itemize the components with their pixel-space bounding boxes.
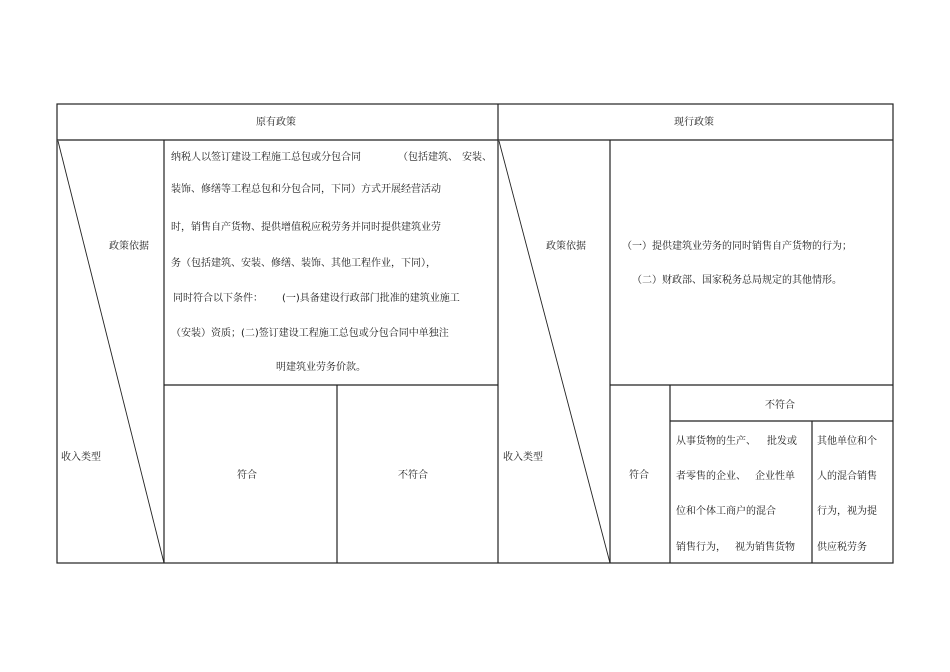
sub-col-b-line: 人的混合销售	[817, 471, 877, 482]
right-header: 现行政策	[674, 117, 714, 128]
left-policy-line: (一)具备建设行政部门批准的建筑业施工	[282, 293, 460, 304]
right-diagonal-line	[499, 141, 610, 563]
left-conform-label: 符合	[237, 470, 257, 481]
left-policy-line: 明建筑业劳务价款。	[276, 362, 366, 373]
right-policy-line: （一）提供建筑业劳务的同时销售自产货物的行为；	[622, 241, 852, 252]
left-diagonal-line	[58, 141, 164, 563]
sub-col-a-line: 从事货物的生产、	[676, 436, 756, 447]
left-policy-line: 时，销售自产货物、提供增值税应税劳务并同时提供建筑业劳	[171, 222, 441, 233]
left-policy-line: 同时符合以下条件：	[173, 293, 263, 304]
right-policy-line: （二）财政部、国家税务总局规定的其他情形。	[632, 275, 842, 286]
right-conform-label: 符合	[629, 470, 649, 481]
sub-col-b-line: 其他单位和个	[817, 436, 877, 447]
left-nonconform-label: 不符合	[398, 470, 428, 481]
left-policy-line: （包括建筑、	[398, 152, 458, 163]
right-nonconform-label: 不符合	[765, 400, 795, 411]
left-income-type-label: 收入类型	[61, 452, 101, 463]
sub-col-a-line: 视为销售货物	[735, 542, 795, 553]
left-header: 原有政策	[256, 117, 296, 128]
sub-col-b-line: 供应税劳务	[817, 542, 867, 553]
left-policy-line: 纳税人以签订建设工程施工总包或分包合同	[171, 152, 361, 163]
left-policy-basis-label: 政策依据	[109, 241, 149, 252]
left-policy-line: 装饰、修缮等工程总包和分包合同，下同）方式开展经营活动	[171, 184, 441, 195]
left-policy-line: （安装）资质；(二)签订建设工程施工总包或分包合同中单独注	[171, 328, 449, 339]
sub-col-a-line: 销售行为，	[676, 542, 726, 553]
sub-col-a-line: 批发或	[767, 436, 797, 447]
sub-col-b-line: 行为，视为提	[817, 506, 877, 517]
left-policy-line: 安装、	[462, 152, 492, 163]
right-income-type-label: 收入类型	[503, 452, 543, 463]
left-policy-line: 务（包括建筑、安装、修缮、装饰、其他工程作业，下同），	[171, 258, 436, 269]
sub-col-a-line: 者零售的企业、	[676, 471, 746, 482]
sub-col-a-line: 位和个体工商户的混合	[676, 506, 776, 517]
right-policy-basis-label: 政策依据	[546, 241, 586, 252]
sub-col-a-line: 企业性单	[755, 471, 795, 482]
